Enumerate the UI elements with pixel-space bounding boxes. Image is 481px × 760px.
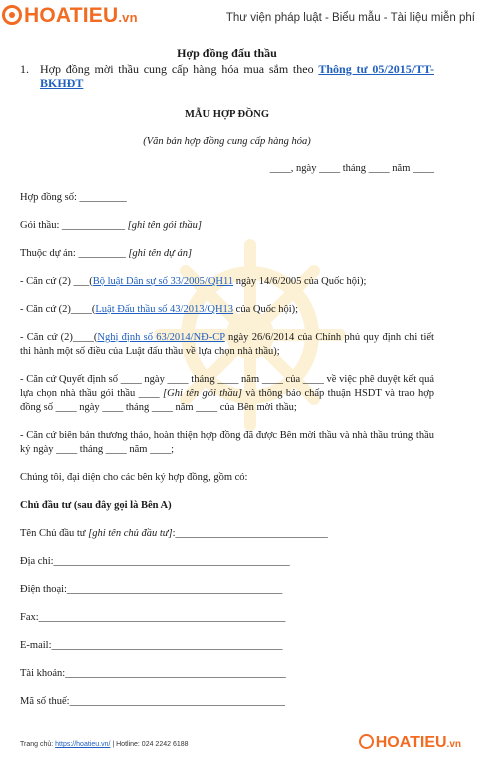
page-header <box>0 0 481 36</box>
address-line: Địa chỉ:_____________________________________________ <box>20 556 290 567</box>
document-title: Hợp đồng đấu thầu <box>177 46 277 60</box>
project-line: Thuộc dự án: _________ [ghi tên dự án] <box>20 248 193 259</box>
ship-wheel-icon <box>359 734 374 749</box>
decree-63-link[interactable]: Nghị định số 63/2014/NĐ-CP <box>97 332 225 343</box>
item-1-text: Hợp đồng mời thầu cung cấp hàng hóa mua sắm theo <box>40 62 319 76</box>
page-footer: Trang chủ: https://hoatieu.vn/ | Hotline: 024 2242 6188 <box>20 741 189 748</box>
basis-decision: - Căn cứ Quyết định số ____ ngày ____ tháng ____ năm ____ của ____ về việc phê duyệt kết quả lựa chọn nhà thầu gói thầu ____ [Ghi tên gói thầu] và thông báo chấp thuận HSDT và trao hợp đồng số ____ ngày ____ tháng ____ năm ____ của Bên mời thầu; <box>20 374 434 413</box>
basis-negotiation: - Căn cứ biên bản thương thảo, hoàn thiện hợp đồng đã được Bên mời thầu và nhà thầu trúng thầu ký ngày ____ tháng ____ năm ____; <box>20 430 434 455</box>
email-line: E-mail:____________________________________________ <box>20 640 283 651</box>
phone-line: Điện thoại:_________________________________________ <box>20 584 283 595</box>
circular-05-2015-link[interactable]: Thông tư 05/2015/TT-BKHĐT <box>40 62 435 90</box>
representatives-line: Chúng tôi, đại diện cho các bên ký hợp đồng, gồm có: <box>20 472 248 483</box>
fax-line: Fax:_______________________________________________ <box>20 612 286 623</box>
account-line: Tài khoản:__________________________________________ <box>20 668 286 679</box>
party-a-heading: Chủ đầu tư (sau đây gọi là Bên A) <box>20 500 172 511</box>
basis-civil-code: - Căn cứ (2) ___(Bộ luật Dân sự số 33/2005/QH11 ngày 14/6/2005 của Quốc hội); <box>20 276 367 287</box>
date-line: ____, ngày ____ tháng ____ năm ____ <box>269 163 434 174</box>
document-body <box>20 46 434 709</box>
template-subtitle: (Văn bản hợp đồng cung cấp hàng hóa) <box>143 136 311 147</box>
footer-logo[interactable]: HOATIEU.vn <box>359 734 461 752</box>
home-link[interactable]: https://hoatieu.vn/ <box>55 741 111 748</box>
tax-code-line: Mã số thuế:_________________________________________ <box>20 696 285 707</box>
package-line: Gói thầu: ____________ [ghi tên gói thầu] <box>20 220 203 231</box>
site-logo[interactable]: HOATIEU.vn <box>2 4 138 28</box>
item-1 <box>20 62 434 90</box>
bidding-law-link[interactable]: Luật Đấu thầu số 43/2013/QH13 <box>95 304 234 315</box>
site-tagline: Thư viện pháp luật - Biểu mẫu - Tài liệu miễn phí <box>225 12 475 24</box>
item-1-number: 1. <box>20 62 29 76</box>
basis-bidding-law: - Căn cứ (2)____(Luật Đấu thầu số 43/2013/QH13 của Quốc hội); <box>20 304 299 315</box>
civil-code-link[interactable]: Bộ luật Dân sự số 33/2005/QH11 <box>92 276 234 287</box>
ship-wheel-icon <box>2 5 22 25</box>
owner-name-line: Tên Chủ đầu tư [ghi tên chủ đầu tư]:_____________________________ <box>20 528 328 539</box>
basis-decree: - Căn cứ (2)____(Nghị định số 63/2014/NĐ-CP ngày 26/6/2014 của Chính phủ quy định chi tiết thi hành một số điều của Luật đấu thầu về lựa chọn nhà thầu); <box>20 332 434 357</box>
contract-number-line: Hợp đồng số: _________ <box>20 192 127 203</box>
template-title: MẪU HỢP ĐỒNG <box>185 109 269 120</box>
